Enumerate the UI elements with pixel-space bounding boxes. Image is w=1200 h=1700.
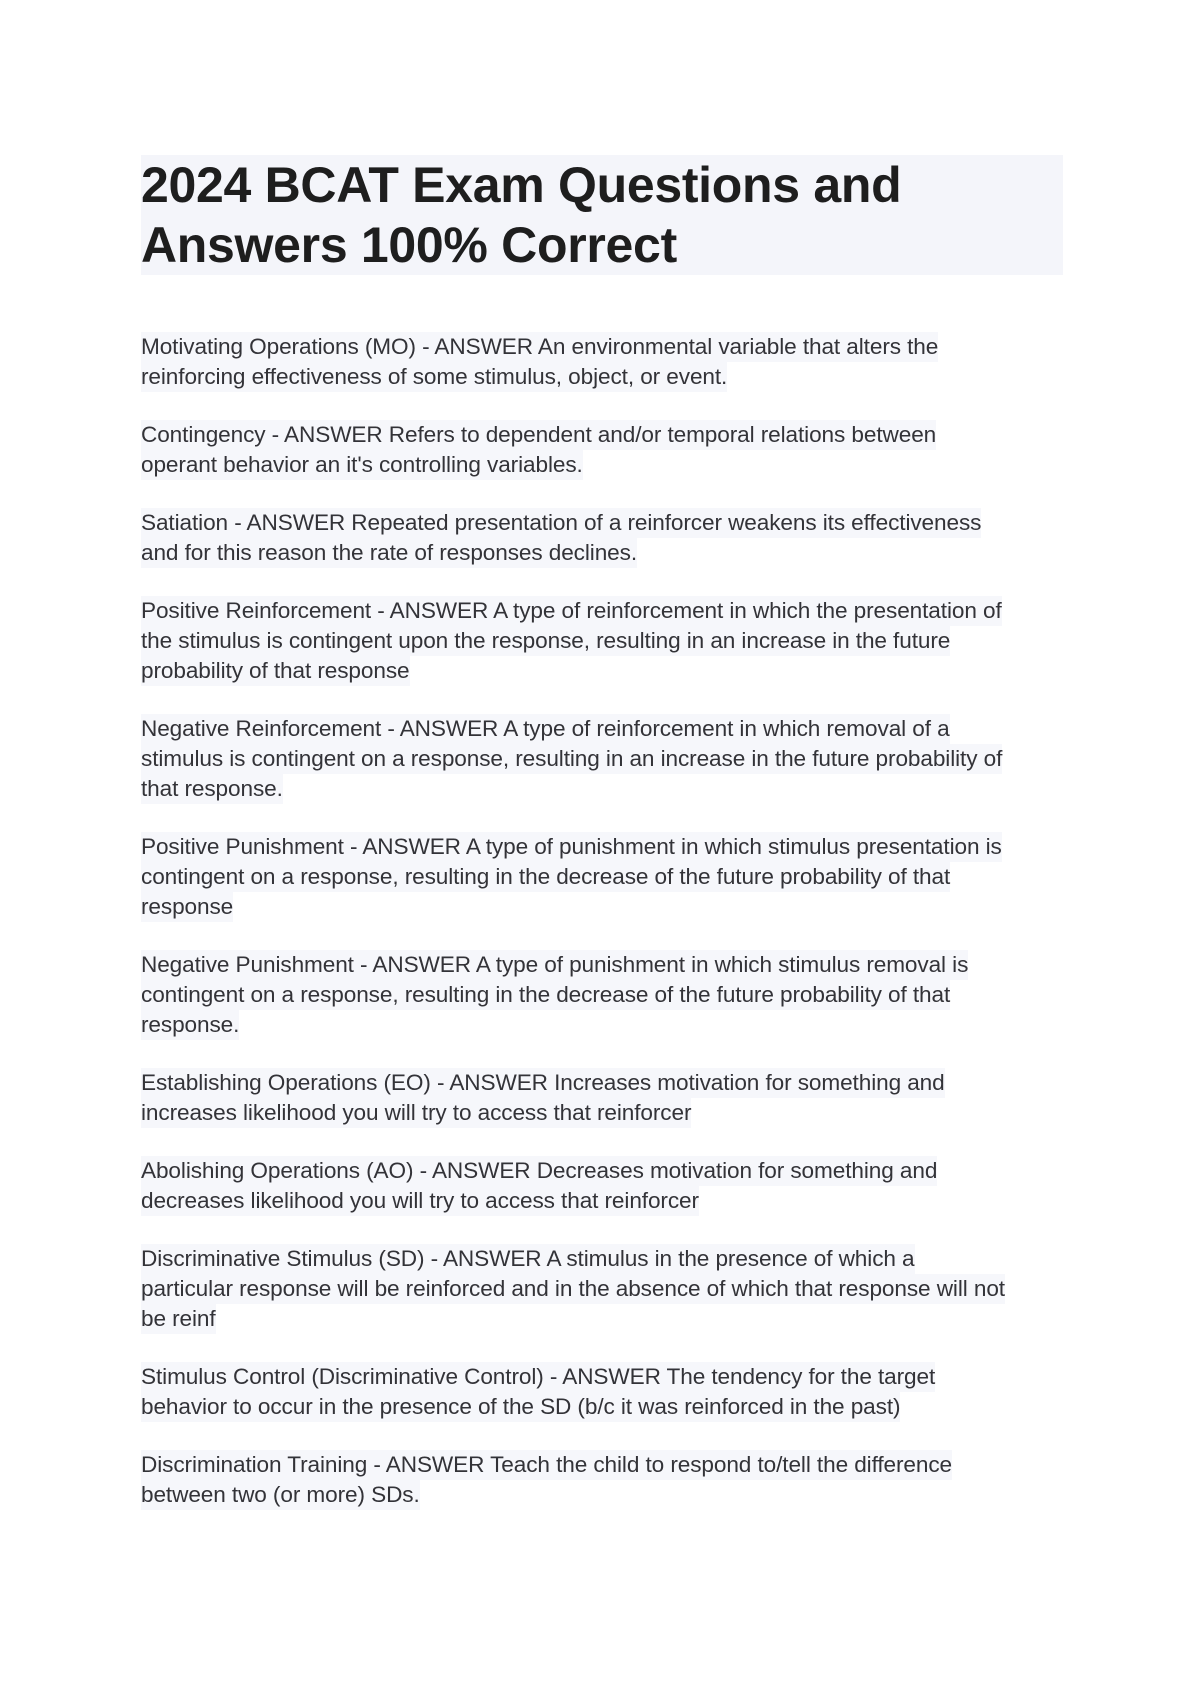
title-line-2: Answers 100% Correct [141, 217, 677, 273]
qa-entry [141, 1450, 1071, 1510]
qa-entry [141, 508, 1071, 568]
title-line-1: 2024 BCAT Exam Questions and [141, 157, 902, 213]
document-title [141, 155, 1021, 275]
qa-entry [141, 1244, 1071, 1334]
qa-entry-line: response. [141, 1010, 239, 1040]
qa-entry-line: stimulus is contingent on a response, resulting in an increase in the future probability of [141, 744, 1002, 774]
qa-entry-line: probability of that response [141, 656, 410, 686]
qa-entry-line: response [141, 892, 233, 922]
qa-entry-line: Contingency - ANSWER Refers to dependent and/or temporal relations between [141, 420, 936, 450]
qa-entry-line: behavior to occur in the presence of the SD (b/c it was reinforced in the past) [141, 1392, 900, 1422]
qa-entry-line: Discriminative Stimulus (SD) - ANSWER A stimulus in the presence of which a [141, 1244, 915, 1274]
qa-entry-line: Discrimination Training - ANSWER Teach the child to respond to/tell the difference [141, 1450, 952, 1480]
qa-list [141, 332, 1071, 1538]
qa-entry-line: Positive Reinforcement - ANSWER A type of reinforcement in which the presentation of [141, 596, 1002, 626]
qa-entry-line: be reinf [141, 1304, 216, 1334]
qa-entry-line: Establishing Operations (EO) - ANSWER Increases motivation for something and [141, 1068, 945, 1098]
qa-entry [141, 950, 1071, 1040]
qa-entry-line: Satiation - ANSWER Repeated presentation of a reinforcer weakens its effectiveness [141, 508, 981, 538]
qa-entry-line: particular response will be reinforced and in the absence of which that response will not [141, 1274, 1005, 1304]
qa-entry [141, 596, 1071, 686]
qa-entry [141, 332, 1071, 392]
qa-entry-line: decreases likelihood you will try to access that reinforcer [141, 1186, 699, 1216]
qa-entry-line: reinforcing effectiveness of some stimulus, object, or event. [141, 362, 727, 392]
qa-entry [141, 1068, 1071, 1128]
qa-entry [141, 832, 1071, 922]
qa-entry-line: operant behavior an it's controlling variables. [141, 450, 583, 480]
qa-entry [141, 1156, 1071, 1216]
qa-entry [141, 1362, 1071, 1422]
qa-entry-line: increases likelihood you will try to access that reinforcer [141, 1098, 691, 1128]
qa-entry-line: and for this reason the rate of responses declines. [141, 538, 637, 568]
qa-entry-line: that response. [141, 774, 283, 804]
qa-entry-line: Negative Reinforcement - ANSWER A type of reinforcement in which removal of a [141, 714, 950, 744]
qa-entry-line: Motivating Operations (MO) - ANSWER An environmental variable that alters the [141, 332, 938, 362]
qa-entry [141, 714, 1071, 804]
qa-entry [141, 420, 1071, 480]
qa-entry-line: Stimulus Control (Discriminative Control) - ANSWER The tendency for the target [141, 1362, 935, 1392]
qa-entry-line: contingent on a response, resulting in the decrease of the future probability of that [141, 862, 950, 892]
title-box [141, 155, 1063, 275]
qa-entry-line: Abolishing Operations (AO) - ANSWER Decreases motivation for something and [141, 1156, 937, 1186]
qa-entry-line: contingent on a response, resulting in the decrease of the future probability of that [141, 980, 950, 1010]
qa-entry-line: the stimulus is contingent upon the response, resulting in an increase in the future [141, 626, 950, 656]
qa-entry-line: between two (or more) SDs. [141, 1480, 420, 1510]
qa-entry-line: Positive Punishment - ANSWER A type of punishment in which stimulus presentation is [141, 832, 1002, 862]
qa-entry-line: Negative Punishment - ANSWER A type of punishment in which stimulus removal is [141, 950, 968, 980]
